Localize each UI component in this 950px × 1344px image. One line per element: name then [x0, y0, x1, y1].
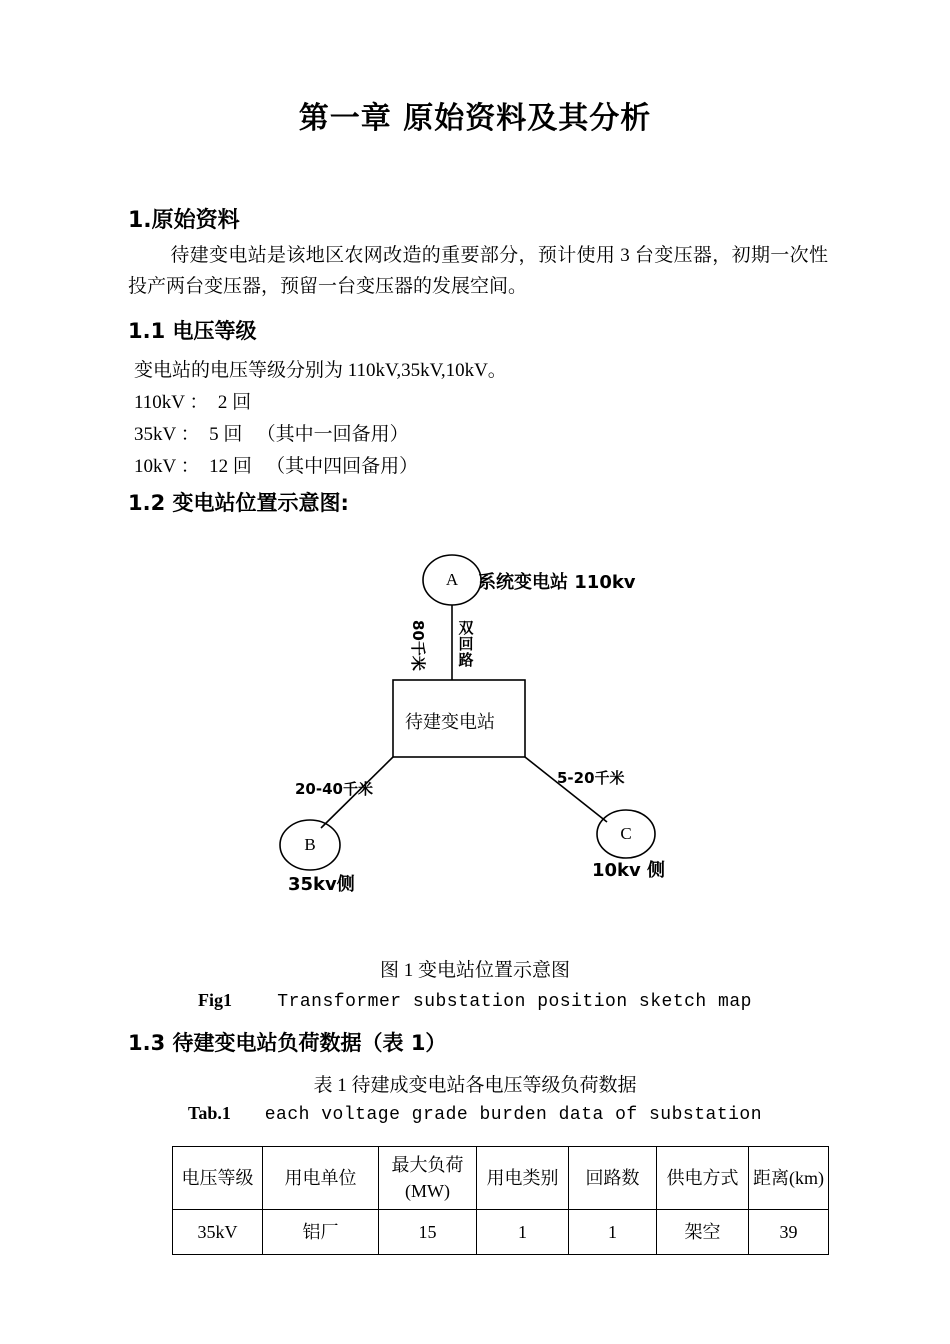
- figure-caption-en-body: Transformer substation position sketch map: [277, 992, 752, 1012]
- node-b-label: 35kv侧: [288, 874, 355, 895]
- table-cell-unit: 铝厂: [263, 1210, 379, 1255]
- paragraph-text: 待建变电站是该地区农网改造的重要部分，预计使用 3 台变压器，初期一次性投产两台变压器，预留一台变压器的发展空间。: [128, 245, 828, 297]
- table-caption-cn: 表 1 待建成变电站各电压等级负荷数据: [313, 1075, 637, 1096]
- table-header-cell-load-type: 用电类别: [477, 1147, 569, 1210]
- table-header-cell-distance: 距离(km): [749, 1147, 829, 1210]
- page-title: 第一章 原始资料及其分析: [298, 101, 652, 136]
- table-caption-en-head: Tab.1: [187, 1103, 231, 1123]
- edge-a-center-distance-label: 80千米: [409, 620, 427, 671]
- figure-caption-en-head: Fig1: [198, 990, 233, 1010]
- table-cell-distance: 39: [749, 1210, 829, 1255]
- edge-a-center-type-label: 双回路: [458, 619, 474, 669]
- table-body: [173, 1210, 829, 1255]
- figure-caption-en: [0, 990, 950, 1012]
- table-cell-supply-mode: 架空: [657, 1210, 749, 1255]
- table-row: [173, 1210, 829, 1255]
- table-header-cell-max-load: 最大负荷(MW): [379, 1147, 477, 1210]
- node-c-label: 10kv 侧: [592, 860, 666, 881]
- node-c-letter: C: [620, 824, 632, 843]
- heading-section-1: 1.原始资料: [128, 208, 240, 233]
- table-cell-max-load: 15: [379, 1210, 477, 1255]
- paragraph-section-1: [128, 240, 828, 302]
- table-caption-en-body: each voltage grade burden data of substation: [264, 1105, 763, 1125]
- table-header-cell-circuits: 回路数: [569, 1147, 657, 1210]
- heading-section-1-1: 1.1 电压等级: [128, 319, 257, 343]
- node-b-letter: B: [304, 835, 316, 854]
- figure-caption-cn: 图 1 变电站位置示意图: [379, 960, 570, 981]
- table-caption-en-spacer: [231, 1105, 265, 1125]
- table-caption-en: [0, 1103, 950, 1125]
- table-header-row: [173, 1147, 829, 1210]
- table-header-cell-unit: 用电单位: [263, 1147, 379, 1210]
- table-cell-circuits: 1: [569, 1210, 657, 1255]
- edge-center-c-distance-label: 5-20千米: [557, 769, 625, 787]
- table-cell-load-type: 1: [477, 1210, 569, 1255]
- voltage-item-35kv: 35kV ： 5 回 （其中一回备用）: [134, 424, 409, 445]
- voltage-item-10kv: 10kV ： 12 回 （其中四回备用）: [134, 456, 419, 477]
- voltage-item-110kv: 110kV ： 2 回: [134, 392, 252, 413]
- node-a-letter: A: [445, 570, 459, 589]
- figure-caption-en-spacer: [232, 992, 277, 1012]
- table-cell-voltage: 35kV: [173, 1210, 263, 1255]
- edge-center-b-distance-label: 20-40千米: [295, 780, 373, 798]
- substation-position-diagram: [0, 540, 950, 900]
- table-header: [173, 1147, 829, 1210]
- node-a-label: 系统变电站 110kv: [478, 572, 636, 593]
- voltage-intro-line: 变电站的电压等级分别为 110kV,35kV,10kV。: [134, 360, 507, 381]
- heading-section-1-3: 1.3 待建变电站负荷数据（表 1）: [128, 1031, 447, 1055]
- table-header-cell-voltage: 电压等级: [173, 1147, 263, 1210]
- table-header-cell-supply-mode: 供电方式: [657, 1147, 749, 1210]
- center-box-label: 待建变电站: [405, 712, 495, 732]
- heading-section-1-2: 1.2 变电站位置示意图:: [128, 491, 349, 515]
- load-data-table: [172, 1146, 829, 1255]
